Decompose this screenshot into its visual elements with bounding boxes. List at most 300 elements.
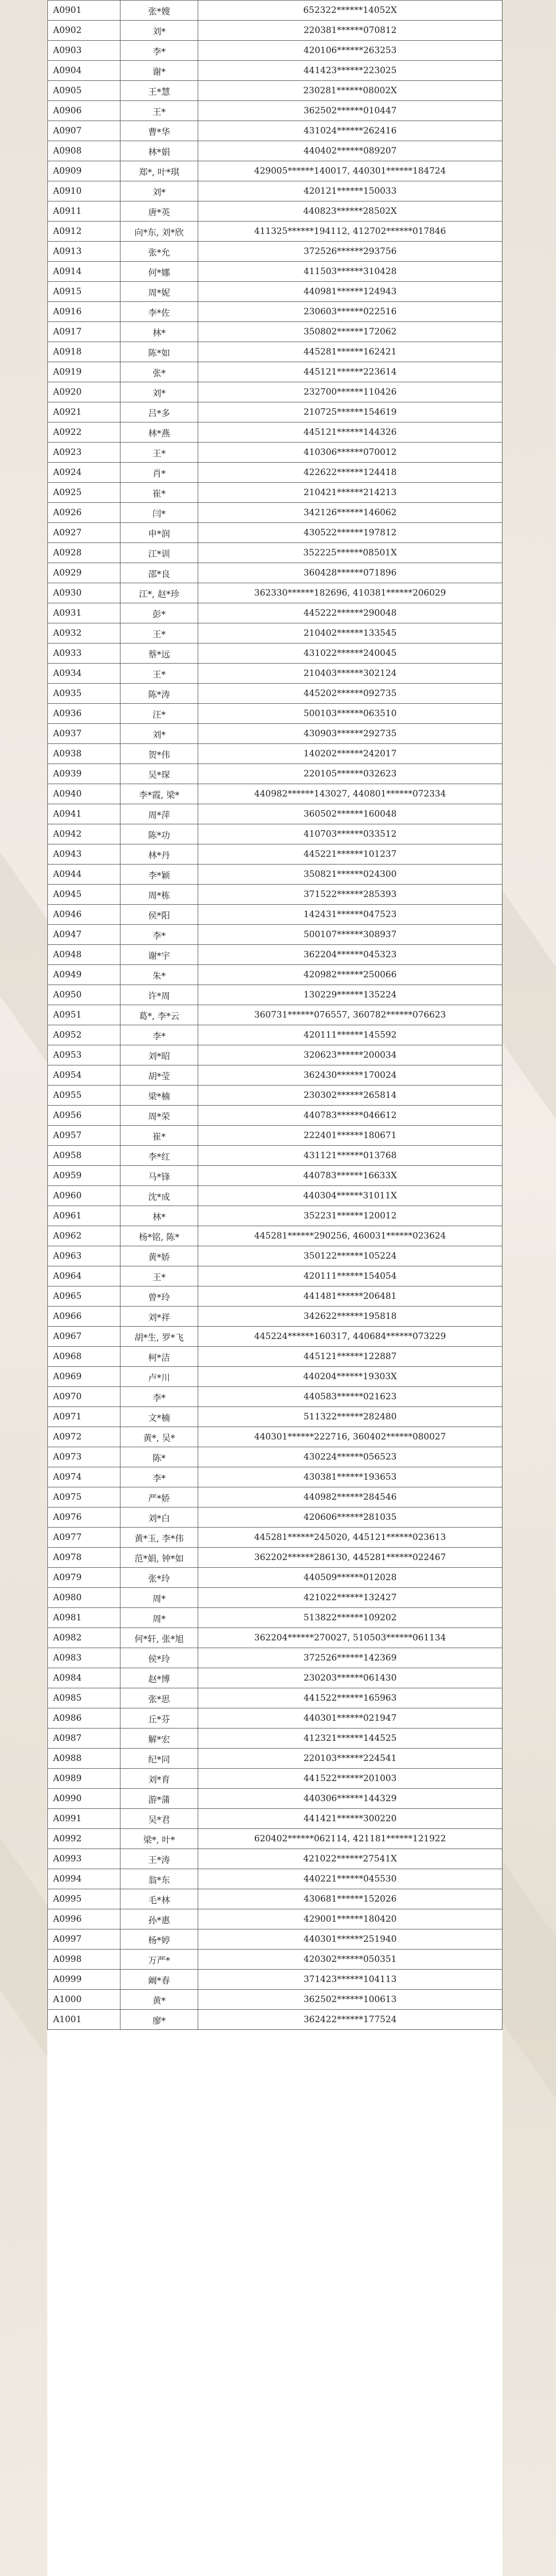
row-id-cell: A0990 [48, 1789, 120, 1809]
row-number-cell: 210421******214213 [198, 483, 502, 503]
row-id-cell: A0932 [48, 623, 120, 643]
row-number-cell: 420302******050351 [198, 1950, 502, 1970]
records-table [47, 0, 502, 2030]
table-row [48, 603, 502, 623]
row-number-cell: 371522******285393 [198, 885, 502, 905]
row-id-cell: A0914 [48, 262, 120, 282]
row-id-cell: A0952 [48, 1025, 120, 1045]
table-row [48, 523, 502, 543]
row-id-cell: A0991 [48, 1809, 120, 1829]
row-id-cell: A0977 [48, 1528, 120, 1548]
row-number-cell: 360502******160048 [198, 804, 502, 824]
row-number-cell: 421022******27541X [198, 1849, 502, 1869]
row-id-cell: A0998 [48, 1950, 120, 1970]
row-name-cell: 张*嫂 [120, 1, 198, 21]
row-id-cell: A0958 [48, 1146, 120, 1166]
row-id-cell: A0929 [48, 563, 120, 583]
row-name-cell: 毛*林 [120, 1889, 198, 1909]
row-number-cell: 362202******286130, 445281******022467 [198, 1548, 502, 1568]
row-name-cell: 万严* [120, 1950, 198, 1970]
table-row [48, 885, 502, 905]
row-id-cell: A0928 [48, 543, 120, 563]
table-row [48, 1045, 502, 1065]
row-id-cell: A0978 [48, 1548, 120, 1568]
row-id-cell: A0961 [48, 1206, 120, 1226]
table-row [48, 161, 502, 181]
row-number-cell: 445222******290048 [198, 603, 502, 623]
row-number-cell: 232700******110426 [198, 382, 502, 402]
row-name-cell: 李* [120, 41, 198, 61]
row-number-cell: 421022******132427 [198, 1588, 502, 1608]
row-number-cell: 362502******100613 [198, 1990, 502, 2010]
row-number-cell: 441423******223025 [198, 61, 502, 81]
table-row [48, 242, 502, 262]
table-row [48, 342, 502, 362]
row-name-cell: 谢* [120, 61, 198, 81]
table-row [48, 1568, 502, 1588]
row-name-cell: 申*润 [120, 523, 198, 543]
row-name-cell: 纪*同 [120, 1749, 198, 1769]
row-number-cell: 362502******010447 [198, 101, 502, 121]
row-id-cell: A0942 [48, 824, 120, 844]
row-name-cell: 唐*英 [120, 201, 198, 222]
row-number-cell: 445281******162421 [198, 342, 502, 362]
row-number-cell: 372526******293756 [198, 242, 502, 262]
row-name-cell: 陈*涛 [120, 684, 198, 704]
row-number-cell: 350122******105224 [198, 1246, 502, 1266]
row-name-cell: 贺*伟 [120, 744, 198, 764]
row-id-cell: A0956 [48, 1106, 120, 1126]
table-row [48, 905, 502, 925]
row-name-cell: 刘* [120, 382, 198, 402]
row-number-cell: 130229******135224 [198, 985, 502, 1005]
row-number-cell: 362430******170024 [198, 1065, 502, 1086]
row-number-cell: 445224******160317, 440684******073229 [198, 1327, 502, 1347]
row-number-cell: 230302******265814 [198, 1086, 502, 1106]
row-number-cell: 440982******143027, 440801******072334 [198, 784, 502, 804]
row-number-cell: 440301******021947 [198, 1708, 502, 1728]
row-name-cell: 汪* [120, 704, 198, 724]
table-row [48, 1005, 502, 1025]
row-number-cell: 360731******076557, 360782******076623 [198, 1005, 502, 1025]
row-number-cell: 441421******300220 [198, 1809, 502, 1829]
row-name-cell: 赵*博 [120, 1668, 198, 1688]
row-number-cell: 430381******193653 [198, 1467, 502, 1487]
table-row [48, 543, 502, 563]
table-row [48, 1909, 502, 1929]
table-row [48, 1789, 502, 1809]
row-name-cell: 解*宏 [120, 1728, 198, 1749]
row-number-cell: 440301******251940 [198, 1929, 502, 1950]
table-row [48, 1387, 502, 1407]
row-name-cell: 王* [120, 443, 198, 463]
row-number-cell: 441481******206481 [198, 1286, 502, 1307]
table-row [48, 1347, 502, 1367]
row-id-cell: A0922 [48, 422, 120, 443]
row-number-cell: 445281******245020, 445121******023613 [198, 1528, 502, 1548]
row-name-cell: 彭* [120, 603, 198, 623]
row-number-cell: 420111******154054 [198, 1266, 502, 1286]
row-number-cell: 440783******16633X [198, 1166, 502, 1186]
table-row [48, 1749, 502, 1769]
row-number-cell: 140202******242017 [198, 744, 502, 764]
row-id-cell: A0936 [48, 704, 120, 724]
table-row [48, 865, 502, 885]
table-row [48, 1407, 502, 1427]
row-name-cell: 胡*莹 [120, 1065, 198, 1086]
table-row [48, 1367, 502, 1387]
row-name-cell: 江*训 [120, 543, 198, 563]
table-row [48, 1106, 502, 1126]
row-number-cell: 440783******046612 [198, 1106, 502, 1126]
table-row [48, 1427, 502, 1447]
row-name-cell: 何*轩, 张*旭 [120, 1628, 198, 1648]
row-number-cell: 620402******062114, 421181******121922 [198, 1829, 502, 1849]
row-name-cell: 江*, 赵*珍 [120, 583, 198, 603]
row-name-cell: 崔* [120, 483, 198, 503]
row-id-cell: A0972 [48, 1427, 120, 1447]
row-name-cell: 刘*育 [120, 1769, 198, 1789]
row-name-cell: 周*妮 [120, 282, 198, 302]
row-id-cell: A0964 [48, 1266, 120, 1286]
row-name-cell: 柯*洁 [120, 1347, 198, 1367]
row-id-cell: A0992 [48, 1829, 120, 1849]
row-id-cell: A0901 [48, 1, 120, 21]
row-name-cell: 丘*芬 [120, 1708, 198, 1728]
row-number-cell: 342622******195818 [198, 1307, 502, 1327]
row-id-cell: A0946 [48, 905, 120, 925]
table-row [48, 824, 502, 844]
table-row [48, 322, 502, 342]
row-number-cell: 441522******201003 [198, 1769, 502, 1789]
row-name-cell: 蔡*远 [120, 643, 198, 664]
row-id-cell: A0938 [48, 744, 120, 764]
table-row [48, 804, 502, 824]
row-number-cell: 420606******281035 [198, 1507, 502, 1528]
row-name-cell: 林*丹 [120, 844, 198, 865]
row-number-cell: 320623******200034 [198, 1045, 502, 1065]
table-row [48, 503, 502, 523]
row-number-cell: 360428******071896 [198, 563, 502, 583]
row-number-cell: 440204******19303X [198, 1367, 502, 1387]
row-number-cell: 420982******250066 [198, 965, 502, 985]
row-name-cell: 王* [120, 101, 198, 121]
row-id-cell: A0913 [48, 242, 120, 262]
row-name-cell: 严*娇 [120, 1487, 198, 1507]
table-row [48, 1829, 502, 1849]
table-row [48, 784, 502, 804]
row-number-cell: 410703******033512 [198, 824, 502, 844]
row-id-cell: A0969 [48, 1367, 120, 1387]
row-name-cell: 张*思 [120, 1688, 198, 1708]
table-row [48, 382, 502, 402]
row-number-cell: 431022******240045 [198, 643, 502, 664]
row-number-cell: 429001******180420 [198, 1909, 502, 1929]
row-name-cell: 王*慧 [120, 81, 198, 101]
row-id-cell: A0911 [48, 201, 120, 222]
row-id-cell: A0974 [48, 1467, 120, 1487]
row-name-cell: 李*颖 [120, 865, 198, 885]
row-id-cell: A0944 [48, 865, 120, 885]
row-number-cell: 352225******08501X [198, 543, 502, 563]
row-id-cell: A0907 [48, 121, 120, 141]
row-id-cell: A0902 [48, 21, 120, 41]
table-row [48, 61, 502, 81]
row-number-cell: 420121******150033 [198, 181, 502, 201]
row-number-cell: 445221******101237 [198, 844, 502, 865]
row-id-cell: A0939 [48, 764, 120, 784]
row-id-cell: A0921 [48, 402, 120, 422]
row-name-cell: 黄* [120, 1990, 198, 2010]
table-row [48, 2010, 502, 2030]
row-id-cell: A0909 [48, 161, 120, 181]
table-row [48, 1648, 502, 1668]
table-row [48, 1286, 502, 1307]
row-id-cell: A0916 [48, 302, 120, 322]
row-name-cell: 梁*楠 [120, 1086, 198, 1106]
row-number-cell: 511322******282480 [198, 1407, 502, 1427]
row-number-cell: 441522******165963 [198, 1688, 502, 1708]
row-id-cell: A0959 [48, 1166, 120, 1186]
table-row [48, 1065, 502, 1086]
row-id-cell: A0941 [48, 804, 120, 824]
row-name-cell: 葛*, 李*云 [120, 1005, 198, 1025]
row-id-cell: A0966 [48, 1307, 120, 1327]
table-row [48, 141, 502, 161]
row-name-cell: 刘*白 [120, 1507, 198, 1528]
row-id-cell: A0987 [48, 1728, 120, 1749]
row-name-cell: 王* [120, 1266, 198, 1286]
table-row [48, 1146, 502, 1166]
row-id-cell: A0973 [48, 1447, 120, 1467]
row-number-cell: 422622******124418 [198, 463, 502, 483]
row-name-cell: 李*霞, 梁* [120, 784, 198, 804]
table-row [48, 463, 502, 483]
table-row [48, 945, 502, 965]
row-number-cell: 350802******172062 [198, 322, 502, 342]
row-name-cell: 廖* [120, 2010, 198, 2030]
row-number-cell: 372526******142369 [198, 1648, 502, 1668]
row-name-cell: 沈*成 [120, 1186, 198, 1206]
row-id-cell: A0927 [48, 523, 120, 543]
row-name-cell: 肖* [120, 463, 198, 483]
row-name-cell: 马*锋 [120, 1166, 198, 1186]
table-row [48, 1728, 502, 1749]
row-id-cell: A0926 [48, 503, 120, 523]
table-row [48, 1126, 502, 1146]
row-name-cell: 张*玲 [120, 1568, 198, 1588]
row-name-cell: 周* [120, 1608, 198, 1628]
row-name-cell: 侯*玲 [120, 1648, 198, 1668]
row-number-cell: 440823******28502X [198, 201, 502, 222]
row-name-cell: 文*楠 [120, 1407, 198, 1427]
row-id-cell: A0968 [48, 1347, 120, 1367]
row-name-cell: 刘* [120, 724, 198, 744]
table-row [48, 1929, 502, 1950]
row-name-cell: 王* [120, 664, 198, 684]
row-name-cell: 朱* [120, 965, 198, 985]
row-number-cell: 362422******177524 [198, 2010, 502, 2030]
table-row [48, 664, 502, 684]
row-number-cell: 440304******31011X [198, 1186, 502, 1206]
row-id-cell: A0971 [48, 1407, 120, 1427]
row-id-cell: A0975 [48, 1487, 120, 1507]
row-number-cell: 445202******092735 [198, 684, 502, 704]
row-id-cell: A0953 [48, 1045, 120, 1065]
row-id-cell: A0997 [48, 1929, 120, 1950]
row-name-cell: 王*涛 [120, 1849, 198, 1869]
row-name-cell: 林*娟 [120, 141, 198, 161]
row-id-cell: A0947 [48, 925, 120, 945]
row-number-cell: 410306******070012 [198, 443, 502, 463]
row-id-cell: A0983 [48, 1648, 120, 1668]
row-name-cell: 刘* [120, 21, 198, 41]
row-id-cell: A0925 [48, 483, 120, 503]
row-id-cell: A0996 [48, 1909, 120, 1929]
row-name-cell: 阚*春 [120, 1970, 198, 1990]
row-id-cell: A0965 [48, 1286, 120, 1307]
row-name-cell: 曾*玲 [120, 1286, 198, 1307]
table-row [48, 684, 502, 704]
row-number-cell: 440583******021623 [198, 1387, 502, 1407]
row-id-cell: A0903 [48, 41, 120, 61]
table-row [48, 925, 502, 945]
row-number-cell: 440221******045530 [198, 1869, 502, 1889]
table-row [48, 201, 502, 222]
table-row [48, 1849, 502, 1869]
row-name-cell: 曹*华 [120, 121, 198, 141]
row-name-cell: 侯*阳 [120, 905, 198, 925]
row-name-cell: 李* [120, 1467, 198, 1487]
row-name-cell: 黄*, 吴* [120, 1427, 198, 1447]
row-id-cell: A0979 [48, 1568, 120, 1588]
table-row [48, 402, 502, 422]
row-number-cell: 230281******08002X [198, 81, 502, 101]
row-number-cell: 342126******146062 [198, 503, 502, 523]
row-number-cell: 429005******140017, 440301******184724 [198, 161, 502, 181]
table-row [48, 443, 502, 463]
row-name-cell: 陈*功 [120, 824, 198, 844]
row-id-cell: A0984 [48, 1668, 120, 1688]
table-row [48, 1327, 502, 1347]
table-row [48, 1086, 502, 1106]
row-name-cell: 闫* [120, 503, 198, 523]
row-id-cell: A0920 [48, 382, 120, 402]
row-number-cell: 220105******032623 [198, 764, 502, 784]
row-name-cell: 游*蒲 [120, 1789, 198, 1809]
row-id-cell: A0930 [48, 583, 120, 603]
table-row [48, 764, 502, 784]
row-number-cell: 362204******270027, 510503******061134 [198, 1628, 502, 1648]
row-id-cell: A0943 [48, 844, 120, 865]
row-name-cell: 周*栋 [120, 885, 198, 905]
table-row [48, 744, 502, 764]
row-name-cell: 向*东, 刘*欣 [120, 222, 198, 242]
row-name-cell: 郑*, 叶*琪 [120, 161, 198, 181]
row-id-cell: A0995 [48, 1889, 120, 1909]
table-row [48, 1688, 502, 1708]
table-row [48, 1226, 502, 1246]
table-row [48, 362, 502, 382]
row-number-cell: 440982******284546 [198, 1487, 502, 1507]
row-name-cell: 吴*君 [120, 1809, 198, 1829]
row-name-cell: 张*允 [120, 242, 198, 262]
row-name-cell: 孙*惠 [120, 1909, 198, 1929]
row-name-cell: 林* [120, 322, 198, 342]
row-number-cell: 210402******133545 [198, 623, 502, 643]
background-left [0, 0, 46, 2576]
row-name-cell: 刘* [120, 181, 198, 201]
records-table-body [48, 1, 502, 2030]
row-id-cell: A0924 [48, 463, 120, 483]
table-row [48, 965, 502, 985]
row-number-cell: 362330******182696, 410381******206029 [198, 583, 502, 603]
table-row [48, 704, 502, 724]
row-name-cell: 梁*, 叶* [120, 1829, 198, 1849]
row-id-cell: A0970 [48, 1387, 120, 1407]
row-id-cell: A1001 [48, 2010, 120, 2030]
row-id-cell: A0912 [48, 222, 120, 242]
row-number-cell: 230203******061430 [198, 1668, 502, 1688]
row-name-cell: 何*娜 [120, 262, 198, 282]
row-number-cell: 142431******047523 [198, 905, 502, 925]
row-id-cell: A0989 [48, 1769, 120, 1789]
row-id-cell: A0955 [48, 1086, 120, 1106]
table-row [48, 1487, 502, 1507]
row-number-cell: 445121******122887 [198, 1347, 502, 1367]
table-row [48, 623, 502, 643]
row-number-cell: 513822******109202 [198, 1608, 502, 1628]
row-number-cell: 445121******144326 [198, 422, 502, 443]
row-name-cell: 张* [120, 362, 198, 382]
row-number-cell: 411503******310428 [198, 262, 502, 282]
row-name-cell: 陈* [120, 1447, 198, 1467]
row-number-cell: 431121******013768 [198, 1146, 502, 1166]
row-id-cell: A0917 [48, 322, 120, 342]
row-id-cell: A1000 [48, 1990, 120, 2010]
row-id-cell: A0986 [48, 1708, 120, 1728]
row-number-cell: 445121******223614 [198, 362, 502, 382]
row-id-cell: A0940 [48, 784, 120, 804]
row-number-cell: 430224******056523 [198, 1447, 502, 1467]
table-row [48, 41, 502, 61]
table-row [48, 844, 502, 865]
row-id-cell: A0976 [48, 1507, 120, 1528]
table-row [48, 1246, 502, 1266]
row-id-cell: A0948 [48, 945, 120, 965]
table-row [48, 1025, 502, 1045]
row-name-cell: 李* [120, 925, 198, 945]
table-row [48, 1447, 502, 1467]
document-page [47, 0, 502, 2576]
row-name-cell: 周* [120, 1588, 198, 1608]
table-row [48, 1950, 502, 1970]
table-row [48, 302, 502, 322]
table-row [48, 1166, 502, 1186]
table-row [48, 1970, 502, 1990]
row-id-cell: A0935 [48, 684, 120, 704]
row-number-cell: 210403******302124 [198, 664, 502, 684]
row-number-cell: 500103******063510 [198, 704, 502, 724]
row-number-cell: 440306******144329 [198, 1789, 502, 1809]
row-id-cell: A0923 [48, 443, 120, 463]
row-id-cell: A0908 [48, 141, 120, 161]
row-id-cell: A0919 [48, 362, 120, 382]
row-name-cell: 卢*川 [120, 1367, 198, 1387]
row-name-cell: 杨*铭, 陈* [120, 1226, 198, 1246]
row-name-cell: 李*佐 [120, 302, 198, 322]
table-row [48, 563, 502, 583]
